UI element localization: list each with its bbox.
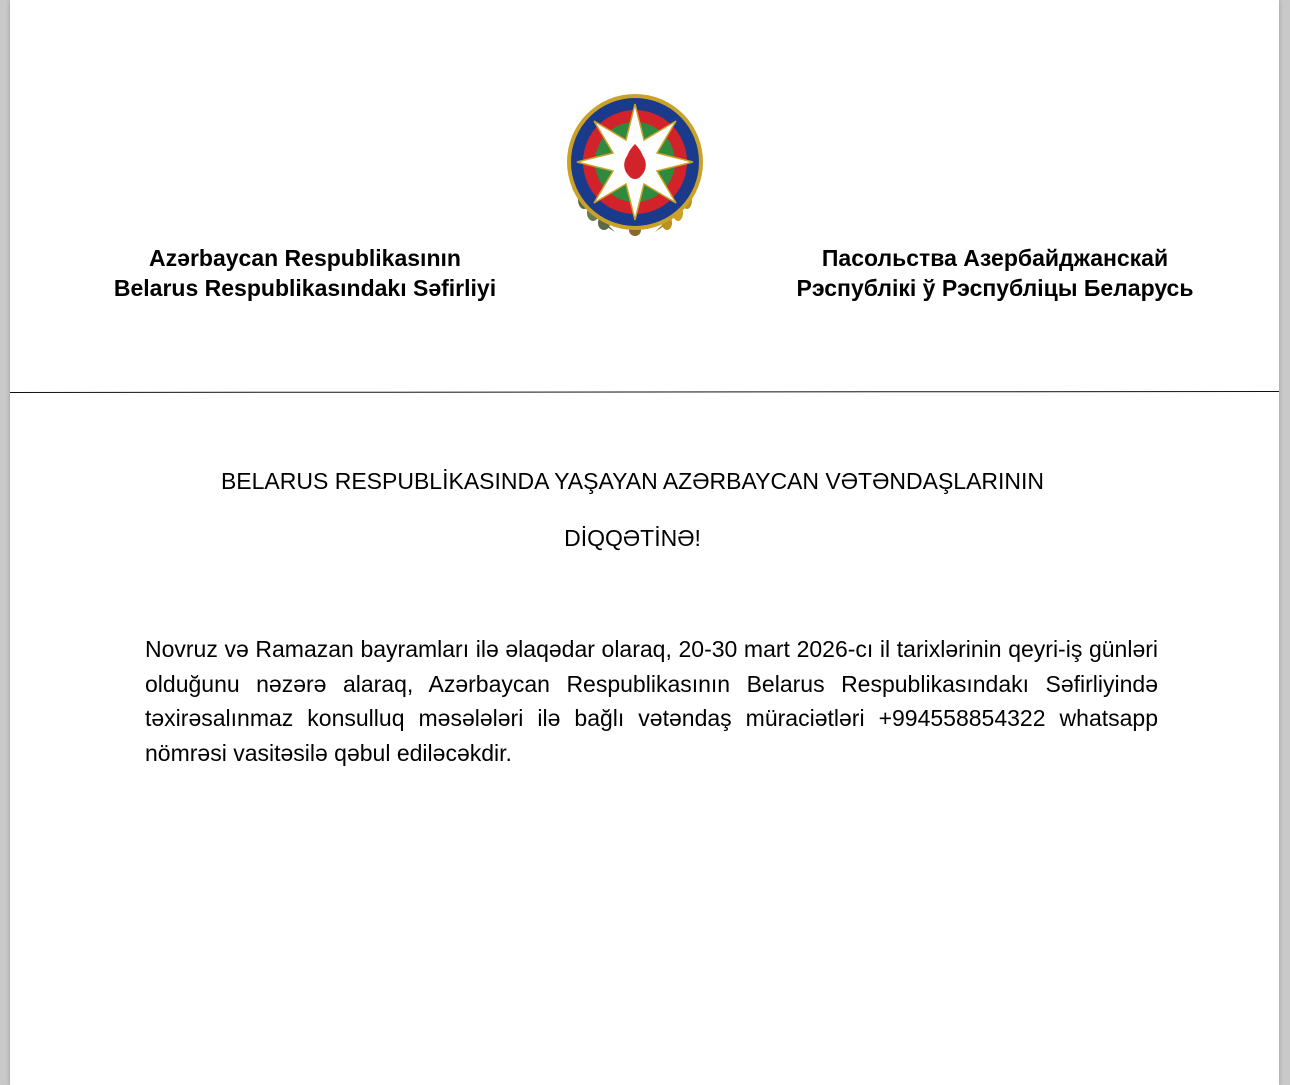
notice-title-line1: BELARUS RESPUBLİKASINDA YAŞAYAN AZƏRBAYCAN VƏTƏNDAŞLARININ [220, 468, 1045, 494]
header-right-line1: Пасольства Азербайджанскай [821, 245, 1169, 271]
header-left-line1: Azərbaycan Respublikasının [149, 245, 461, 271]
azerbaijan-coat-of-arms-icon [560, 90, 710, 240]
embassy-name-belarusian [770, 243, 1220, 303]
embassy-name-azerbaijani [90, 243, 520, 303]
header-divider [10, 391, 1279, 393]
notice-title-line2: DİQQƏTİNƏ! [564, 525, 701, 551]
notice-body: Novruz və Ramazan bayramları ilə əlaqədar olaraq, 20-30 mart 2026-cı il tarixlərinin qeyri-iş günləri olduğunu nəzərə alaraq, Azərbaycan Respublikasının Belarus Respublikasındakı Səfirliyində təxirəsalınmaz konsulluq məsələləri ilə bağlı vətəndaş müraciətləri +994558854322 whatsapp nömrəsi vasitəsilə qəbul ediləcəkdir. [145, 636, 1158, 766]
document-page [10, 0, 1279, 1085]
header-left-line2: Belarus Respublikasındakı Səfirliyi [113, 275, 497, 301]
header-right-line2: Рэспублікі ў Рэспубліцы Беларусь [796, 275, 1194, 301]
